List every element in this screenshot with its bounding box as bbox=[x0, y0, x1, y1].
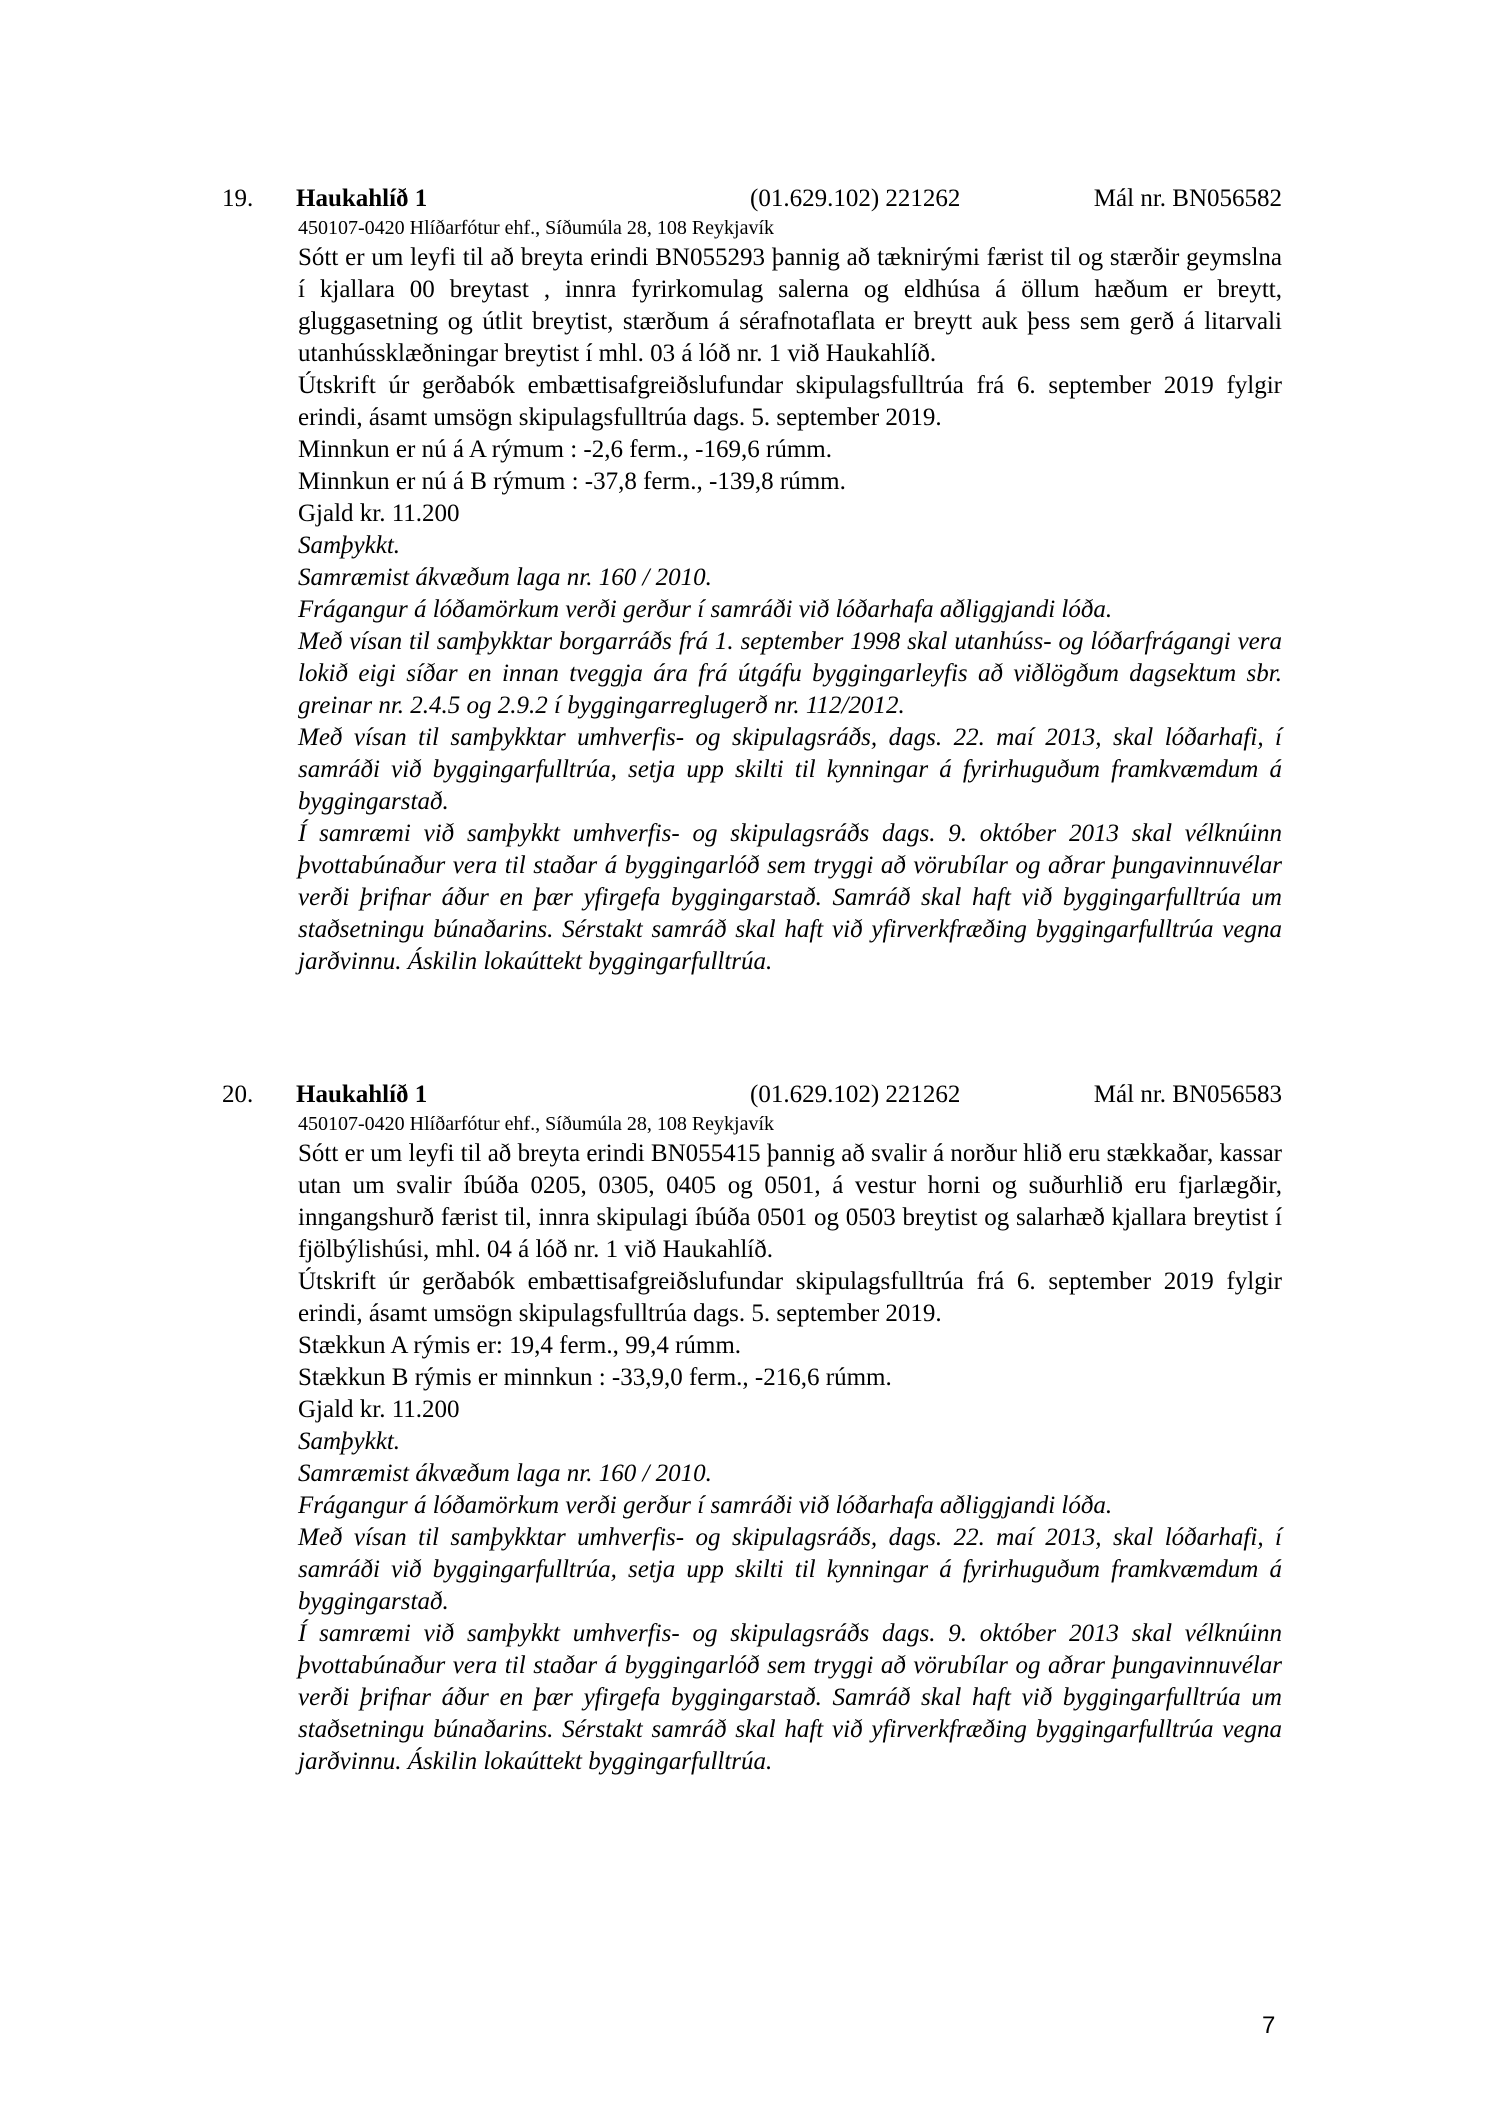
entry-case-number: Mál nr. BN056583 bbox=[1093, 1081, 1282, 1108]
entry-condition-1998: Með vísan til samþykktar borgarráðs frá 1. september 1998 skal utanhúss- og lóðarfrágangi vera lokið eigi síðar en innan tveggja ára frá útgáfu byggingarleyfis að viðlögðum dagsektum sbr. greinar nr. 2.4.5 og 2.9.2 í byggingarreglugerð nr. 112/2012. bbox=[298, 628, 1282, 719]
entry-property-id: (01.629.102) 221262 bbox=[750, 185, 961, 212]
entry-minutes: Útskrift úr gerðabók embættisafgreiðslufundar skipulagsfulltrúa frá 6. september 2019 fylgir erindi, ásamt umsögn skipulagsfulltrúa dags. 5. september 2019. bbox=[298, 1268, 1282, 1327]
entry-decision: Samþykkt. bbox=[298, 532, 401, 559]
entry-law: Samræmist ákvæðum laga nr. 160 / 2010. bbox=[298, 564, 712, 591]
entry-fee: Gjald kr. 11.200 bbox=[298, 500, 460, 527]
entry-area-b: Minnkun er nú á B rýmum : -37,8 ferm., -139,8 rúmm. bbox=[298, 468, 846, 495]
entry-area-b: Stækkun B rýmis er minnkun : -33,9,0 ferm., -216,6 rúmm. bbox=[298, 1364, 892, 1391]
entry-address: Haukahlíð 1 bbox=[296, 1081, 428, 1108]
entry-property-id: (01.629.102) 221262 bbox=[750, 1081, 961, 1108]
entry-law: Samræmist ákvæðum laga nr. 160 / 2010. bbox=[298, 1460, 712, 1487]
entry-number: 19. bbox=[222, 185, 254, 212]
entry-description: Sótt er um leyfi til að breyta erindi BN055293 þannig að tæknirými færist til og stærðir geymslna í kjallara 00 breytast , innra fyrirkomulag salerna og eldhúsa á öllum hæðum er breytt, gluggasetning og útlit breytist, stærðum á sérafnotaflata er breytt auk þess sem gerð á litarvali utanhússklæðningar breytist í mhl. 03 á lóð nr. 1 við Haukahlíð. bbox=[298, 244, 1282, 367]
entry-description: Sótt er um leyfi til að breyta erindi BN055415 þannig að svalir á norður hlið eru stækkaðar, kassar utan um svalir íbúða 0205, 0305, 0405 og 0501, á vestur horni og suðurhlið eru fjarlægðir, inngangshurð færist til, innra skipulagi íbúða 0501 og 0503 breytist og salarhæð kjallara breytist í fjölbýlishúsi, mhl. 04 á lóð nr. 1 við Haukahlíð. bbox=[298, 1140, 1282, 1263]
entry-number: 20. bbox=[222, 1081, 254, 1108]
entry-address: Haukahlíð 1 bbox=[296, 185, 428, 212]
entry-header bbox=[222, 184, 1282, 214]
entry-boundary: Frágangur á lóðamörkum verði gerður í samráði við lóðarhafa aðliggjandi lóða. bbox=[298, 1492, 1113, 1519]
entry-applicant: 450107-0420 Hlíðarfótur ehf., Síðumúla 28, 108 Reykjavík bbox=[298, 217, 775, 239]
entry-header bbox=[222, 1080, 1282, 1110]
entry-condition-wash: Í samræmi við samþykkt umhverfis- og skipulagsráðs dags. 9. október 2013 skal vélknúinn þvottabúnaður vera til staðar á byggingarlóð sem tryggi að vörubílar og aðrar þungavinnuvélar verði þrifnar áður en þær yfirgefa byggingarstað. Samráð skal haft við byggingarfulltrúa um staðsetningu búnaðarins. Sérstakt samráð skal haft við yfirverkfræðing byggingarfulltrúa vegna jarðvinnu. Áskilin lokaúttekt byggingarfulltrúa. bbox=[298, 820, 1282, 975]
entry-body bbox=[298, 216, 1282, 978]
entry-area-a: Stækkun A rýmis er: 19,4 ferm., 99,4 rúmm. bbox=[298, 1332, 742, 1359]
entry-applicant: 450107-0420 Hlíðarfótur ehf., Síðumúla 28, 108 Reykjavík bbox=[298, 1113, 775, 1135]
case-entry-20 bbox=[222, 1080, 1282, 1778]
entry-decision: Samþykkt. bbox=[298, 1428, 401, 1455]
entry-area-a: Minnkun er nú á A rýmum : -2,6 ferm., -169,6 rúmm. bbox=[298, 436, 832, 463]
entry-case-number: Mál nr. BN056582 bbox=[1093, 185, 1282, 212]
page-number: 7 bbox=[1262, 2012, 1276, 2039]
entry-condition-wash: Í samræmi við samþykkt umhverfis- og skipulagsráðs dags. 9. október 2013 skal vélknúinn þvottabúnaður vera til staðar á byggingarlóð sem tryggi að vörubílar og aðrar þungavinnuvélar verði þrifnar áður en þær yfirgefa byggingarstað. Samráð skal haft við byggingarfulltrúa um staðsetningu búnaðarins. Sérstakt samráð skal haft við yfirverkfræðing byggingarfulltrúa vegna jarðvinnu. Áskilin lokaúttekt byggingarfulltrúa. bbox=[298, 1620, 1282, 1775]
entry-body bbox=[298, 1112, 1282, 1778]
case-entry-19 bbox=[222, 184, 1282, 978]
entry-minutes: Útskrift úr gerðabók embættisafgreiðslufundar skipulagsfulltrúa frá 6. september 2019 fylgir erindi, ásamt umsögn skipulagsfulltrúa dags. 5. september 2019. bbox=[298, 372, 1282, 431]
entry-boundary: Frágangur á lóðamörkum verði gerður í samráði við lóðarhafa aðliggjandi lóða. bbox=[298, 596, 1113, 623]
entry-condition-sign: Með vísan til samþykktar umhverfis- og skipulagsráðs, dags. 22. maí 2013, skal lóðarhafi, í samráði við byggingarfulltrúa, setja upp skilti til kynningar á fyrirhuguðum framkvæmdum á byggingarstað. bbox=[298, 724, 1282, 815]
entry-fee: Gjald kr. 11.200 bbox=[298, 1396, 460, 1423]
entry-condition-sign: Með vísan til samþykktar umhverfis- og skipulagsráðs, dags. 22. maí 2013, skal lóðarhafi, í samráði við byggingarfulltrúa, setja upp skilti til kynningar á fyrirhuguðum framkvæmdum á byggingarstað. bbox=[298, 1524, 1282, 1615]
